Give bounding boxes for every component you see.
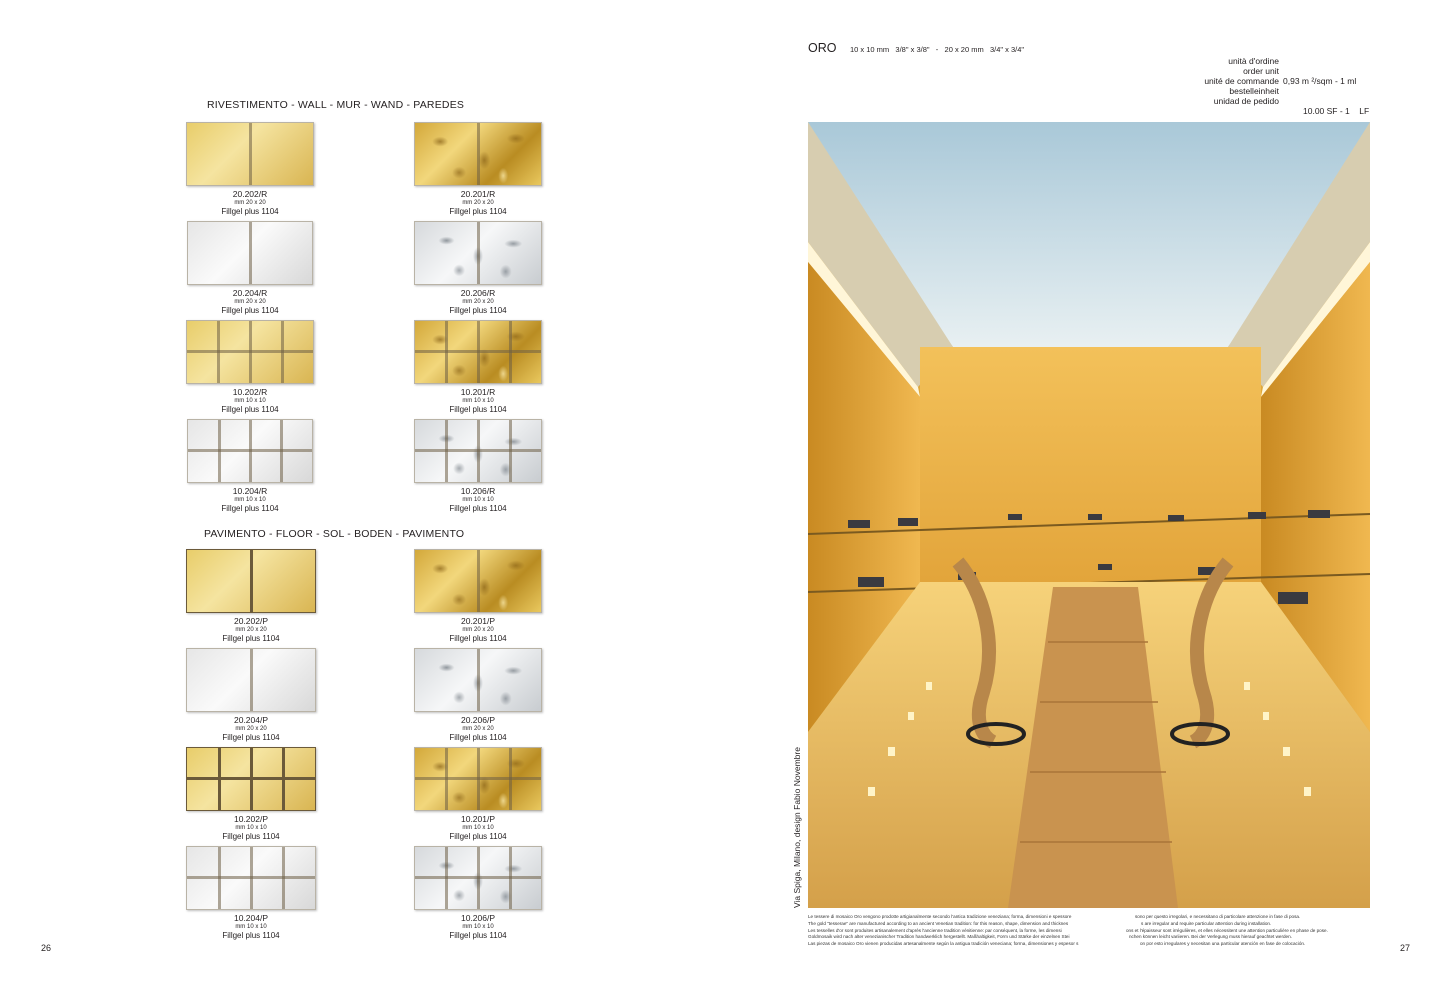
tile-grout: Fillgel plus 1104 — [449, 207, 507, 216]
product-name: ORO — [808, 41, 837, 55]
tile-item — [186, 122, 314, 217]
tile-swatch — [414, 648, 542, 712]
tile-swatch — [414, 122, 542, 186]
tile-code: 20.201/P — [460, 616, 496, 626]
tile-item — [186, 846, 316, 941]
tile-item — [186, 549, 316, 644]
tile-item — [414, 221, 542, 316]
tile-grout: Fillgel plus 1104 — [222, 634, 280, 643]
tile-size: mm 20 x 20 — [462, 627, 494, 633]
tile-size: mm 20 x 20 — [235, 726, 267, 732]
tile-grout: Fillgel plus 1104 — [222, 733, 280, 742]
tile-code: 10.204/R — [232, 486, 268, 496]
order-unit-label: unité de commande — [1204, 76, 1279, 86]
tile-grout: Fillgel plus 1104 — [449, 733, 507, 742]
page-number-left: 26 — [41, 943, 52, 953]
tile-grout: Fillgel plus 1104 — [221, 504, 279, 513]
tile-code: 20.201/R — [460, 189, 496, 199]
tile-grout: Fillgel plus 1104 — [449, 306, 507, 315]
tile-size: mm 10 x 10 — [234, 497, 266, 503]
description-line: ons et l'épaisseur sont irrégulières, et elles nécessitent une attention particulière en phase de pose. — [1126, 927, 1328, 933]
tile-grout: Fillgel plus 1104 — [221, 306, 279, 315]
description-line: s are irregular and require particular attention during installation. — [1141, 920, 1272, 926]
tile-size: mm 10 x 10 — [462, 924, 494, 930]
tile-code: 20.204/R — [232, 288, 268, 298]
product-formats: 10 x 10 mm 3/8" x 3/8" - 20 x 20 mm 3/4" x 3/4" — [850, 45, 1025, 54]
tile-item — [414, 419, 542, 514]
tile-grout: Fillgel plus 1104 — [449, 405, 507, 414]
tile-code: 10.206/P — [460, 913, 496, 923]
tile-grout: Fillgel plus 1104 — [449, 832, 507, 841]
tile-item — [186, 419, 314, 514]
description-line: Goldmosaik wird nach alter venezianischer Tradition handwerklich hergestellt. Maßhaltigkeit, Form und Stärke der einzelnen Stei — [808, 934, 1070, 940]
tile-item — [414, 846, 542, 941]
tile-code: 10.204/P — [233, 913, 269, 923]
description-column-1 — [808, 914, 1126, 948]
tile-item — [414, 549, 542, 644]
tile-swatch — [414, 221, 542, 285]
tile-code: 10.201/R — [460, 387, 496, 397]
photo-illustration — [808, 122, 1370, 908]
tile-swatch — [186, 648, 316, 712]
tile-code: 20.206/P — [460, 715, 496, 725]
tile-size: mm 10 x 10 — [462, 825, 494, 831]
tile-code: 20.202/R — [232, 189, 268, 199]
tile-code: 10.202/R — [232, 387, 268, 397]
tile-size: mm 20 x 20 — [235, 627, 267, 633]
tile-grout: Fillgel plus 1104 — [449, 634, 507, 643]
tile-swatch — [414, 846, 542, 910]
order-unit-label: unidad de pedido — [1213, 96, 1279, 106]
tile-size: mm 10 x 10 — [234, 398, 266, 404]
order-unit-label: bestelleinheit — [1229, 86, 1279, 96]
description-column-2 — [1126, 914, 1366, 948]
photo-credit: Via Spiga, Milano, design Fabio Novembre — [792, 747, 802, 908]
tile-swatch — [186, 747, 316, 811]
order-unit-value: 0,93 m ²/sqm - 1 ml — [1283, 76, 1357, 86]
tile-swatch — [187, 221, 313, 285]
description-line: nchen können leicht variieren. Bei der Verlegung muss hierauf geachtet werden. — [1129, 934, 1292, 940]
tile-size: mm 20 x 20 — [462, 299, 494, 305]
tile-swatch — [186, 320, 314, 384]
tile-item — [414, 648, 542, 743]
order-unit-labels — [1150, 56, 1279, 106]
order-unit-values — [1283, 56, 1369, 126]
tile-item — [414, 122, 542, 217]
tile-swatch — [186, 549, 316, 613]
tile-swatch — [414, 549, 542, 613]
description-line: Le tessere di mosaico Oro vengono prodotte artigianalmente secondo l'antica tradizione veneziana; forma, dimensioni e spessore — [808, 914, 1072, 919]
tile-swatch — [414, 747, 542, 811]
tile-size: mm 20 x 20 — [234, 200, 266, 206]
tile-item — [414, 320, 542, 415]
tile-swatch — [186, 122, 314, 186]
tile-grout: Fillgel plus 1104 — [221, 207, 279, 216]
tile-grout: Fillgel plus 1104 — [222, 832, 280, 841]
section-title-floor: PAVIMENTO - FLOOR - SOL - BODEN - PAVIMENTO — [204, 528, 465, 540]
tile-size: mm 10 x 10 — [235, 825, 267, 831]
tile-swatch — [187, 419, 313, 483]
page-number-right: 27 — [1400, 943, 1411, 953]
tile-swatch — [186, 846, 316, 910]
tile-size: mm 20 x 20 — [234, 299, 266, 305]
tile-grout: Fillgel plus 1104 — [222, 931, 280, 940]
tile-grout: Fillgel plus 1104 — [221, 405, 279, 414]
tile-grout: Fillgel plus 1104 — [449, 931, 507, 940]
description-line: Les tesselles d'or sont produites artisanalement d'après l'ancienne tradition vénitienne: par conséquent, la forme, les dimensi — [808, 927, 1062, 933]
tile-item — [186, 320, 314, 415]
tile-grout: Fillgel plus 1104 — [449, 504, 507, 513]
tile-code: 10.202/P — [233, 814, 269, 824]
tile-code: 20.202/P — [233, 616, 269, 626]
tile-size: mm 10 x 10 — [235, 924, 267, 930]
tile-item — [186, 221, 314, 316]
tile-item — [186, 648, 316, 743]
tile-swatch — [414, 320, 542, 384]
order-unit-value: 10.00 SF - 1 LF — [1303, 106, 1370, 116]
tile-code: 10.206/R — [460, 486, 496, 496]
description-line: Las piezas de mosaico Oro vienen producidas artesanalmente según la antigua tradición veneciana; forma, dimensiones y espesor s — [808, 941, 1079, 947]
section-title-wall: RIVESTIMENTO - WALL - MUR - WAND - PAREDES — [207, 99, 465, 111]
tile-swatch — [414, 419, 542, 483]
tile-item — [186, 747, 316, 842]
description-line: sono per questo irregolari, e necessitano di particolare attenzione in fase di posa. — [1135, 914, 1301, 919]
description-line: on por esto irregulares y necesitan una particular atención en fase de colocación. — [1140, 941, 1306, 947]
store-interior-photo — [808, 122, 1370, 908]
tile-size: mm 10 x 10 — [462, 398, 494, 404]
order-unit-label: unità d'ordine — [1228, 56, 1279, 66]
tile-code: 20.204/P — [233, 715, 269, 725]
tile-code: 20.206/R — [460, 288, 496, 298]
tile-size: mm 20 x 20 — [462, 726, 494, 732]
order-unit-label: order unit — [1243, 66, 1279, 76]
tile-item — [414, 747, 542, 842]
tile-code: 10.201/P — [460, 814, 496, 824]
tile-size: mm 10 x 10 — [462, 497, 494, 503]
description-line: The gold "tesserae" are manufactured according to an ancient Venetian tradition: for this reason, shape, dimension and thicknes — [808, 920, 1069, 926]
tile-size: mm 20 x 20 — [462, 200, 494, 206]
